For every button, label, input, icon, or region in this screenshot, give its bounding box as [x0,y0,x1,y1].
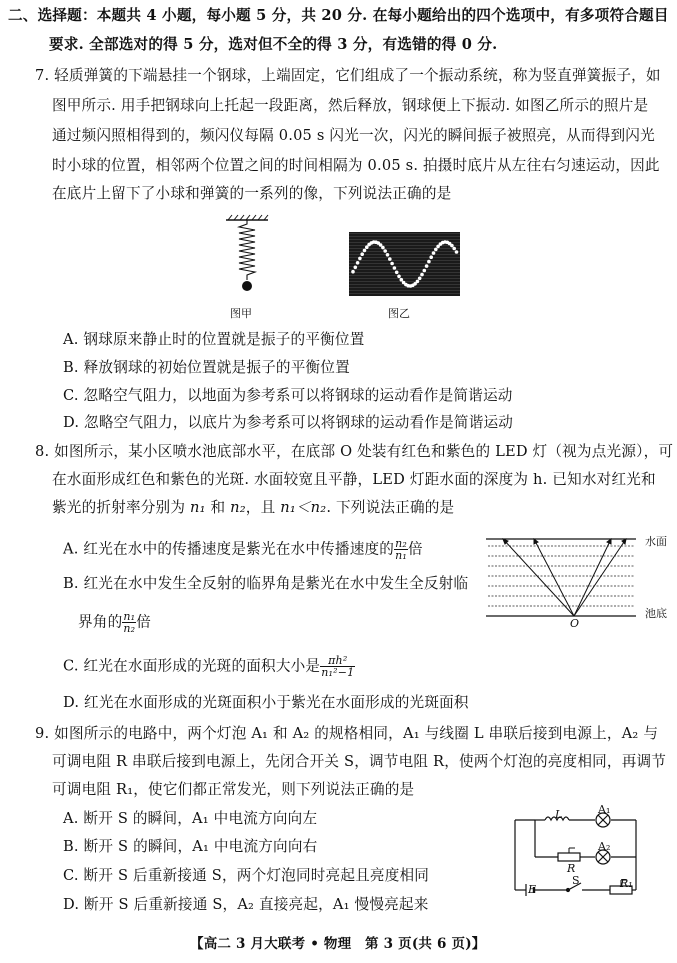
q9-option-c: C. 断开 S 后重新接通 S，两个灯泡同时亮起且亮度相同 [63,867,430,884]
strobe-dot [386,253,390,257]
steel-ball-icon [242,281,252,291]
strobe-dot [383,249,387,253]
strobe-dot [429,255,433,259]
q9-option-a: A. 断开 S 的瞬间，A₁ 中电流方向向左 [63,810,318,827]
strobe-dot [395,271,399,275]
strobe-dot [416,280,420,284]
strobe-dot [390,262,394,266]
q7-stem-line5: 在底片上留下了小球和弹簧的一系列的像，下列说法正确的是 [52,185,452,202]
pool-bottom-label: 池底 [645,607,667,620]
q8-stem-line3: 紫光的折射率分别为 n₁ 和 n₂，且 n₁＜n₂. 下列说法正确的是 [52,499,455,516]
strobe-dot [360,252,364,256]
strobe-photo-figure [349,232,460,296]
strobe-dot [425,264,429,268]
strobe-dot [400,278,404,282]
q7-stem-line4: 时小球的位置，相邻两个位置之间的时间相隔为 0.05 s. 拍摄时底片从左往右匀速运动，因此 [52,157,660,174]
spring-oscillator-figure [218,214,278,294]
strobe-dot [432,251,436,255]
q9-stem-line3: 可调电阻 R₁，使它们都正常发光，则下列说法正确的是 [52,781,415,798]
strobe-dot [363,249,367,253]
q8-option-b-line1: B. 红光在水中发生全反射的临界角是紫光在水中发生全反射临 [63,575,469,592]
q7-stem-line1: 7. 轻质弹簧的下端悬挂一个钢球，上端固定，它们组成了一个振动系统，称为竖直弹簧振子，如 [35,67,661,84]
q9-option-d: D. 断开 S 后重新接通 S，A₂ 直接亮起，A₁ 慢慢亮起来 [63,896,429,913]
strobe-dot [418,277,422,281]
q8-stem-line1: 8. 如图所示，某小区喷水池底部水平，在底部 O 处装有红色和紫色的 LED 灯（视为点光源），可 [35,443,674,460]
q7-option-b: B. 释放钢球的初始位置就是振子的平衡位置 [63,359,350,376]
q7-option-c: C. 忽略空气阻力，以地面为参考系可以将钢球的运动看作是简谐运动 [63,387,513,404]
section-heading-line2: 要求. 全部选对的得 5 分，选对但不全的得 3 分，有选错的得 0 分. [49,36,498,53]
q7-option-a: A. 钢球原来静止时的位置就是振子的平衡位置 [63,331,365,348]
q9-stem-line1: 9. 如图所示的电路中，两个灯泡 A₁ 和 A₂ 的规格相同，A₁ 与线圈 L 串联后接到电源上，A₂ 与 [35,725,659,742]
label-a1: A₁ [598,803,611,816]
strobe-dot [452,247,456,251]
label-l: L [555,808,563,821]
strobe-dot [356,261,360,265]
q8-stem-line2: 在水面形成红色和紫色的光斑. 水面较宽且平静，LED 灯距水面的深度为 h. 已知水对红光和 [52,471,656,488]
section-heading-line1: 二、选择题：本题共 4 小题，每小题 5 分，共 20 分. 在每小题给出的四个选项中，有多项符合题目 [8,7,669,24]
label-e: E [528,883,537,896]
q8-option-a: A. 红光在水中的传播速度是紫光在水中传播速度的 $\frac{\text{n₂}}{\text{n₁}}$ 倍 [63,537,423,562]
strobe-dot [358,257,362,261]
q8-option-c: C. 红光在水面形成的光斑的面积大小是 $\frac{\text{πh²}}{\text{n₁²−1}}$ [63,654,355,679]
strobe-dot [393,266,397,270]
strobe-dot [427,260,431,264]
q8-option-d: D. 红光在水面形成的光斑面积小于紫光在水面形成的光斑面积 [63,694,469,711]
water-surface-label: 水面 [645,535,667,548]
strobe-dot [354,266,358,270]
strobe-dot [388,257,392,261]
label-r: R [567,862,576,875]
fig-b-caption: 图乙 [388,307,410,320]
strobe-dot [381,246,385,250]
q9-option-b: B. 断开 S 的瞬间，A₁ 中电流方向向右 [63,838,318,855]
label-r1: R₁ [620,877,633,890]
strobe-dot [450,244,454,248]
q7-stem-line2: 图甲所示. 用手把钢球向上托起一段距离，然后释放，钢球便上下振动. 如图乙所示的照片是 [52,97,649,114]
strobe-dot [397,275,401,279]
label-a2: A₂ [598,840,611,853]
point-o-label: O [570,617,580,630]
strobe-dot [420,273,424,277]
q8-option-b-line2: 界角的 $\frac{\text{n₁}}{\text{n₂}}$ 倍 [78,610,152,635]
fig-a-caption: 图甲 [230,307,252,320]
q7-option-d: D. 忽略空气阻力，以底片为参考系可以将钢球的运动看作是简谐运动 [63,414,514,431]
strobe-dot [351,270,355,274]
label-s: S [572,874,580,887]
strobe-dot [434,248,438,252]
strobe-dot [423,269,427,273]
q9-stem-line2: 可调电阻 R 串联后接到电源上，先闭合开关 S，调节电阻 R，使两个灯泡的亮度相同，再调节 [52,753,667,770]
q7-stem-line3: 通过频闪照相得到的，频闪仪每隔 0.05 s 闪光一次，闪光的瞬间振子被照亮，从而得到闪光 [52,127,655,144]
page-footer: 【高二 3 月大联考 • 物理 第 3 页(共 6 页)】 [190,936,486,952]
strobe-dot [455,250,459,254]
